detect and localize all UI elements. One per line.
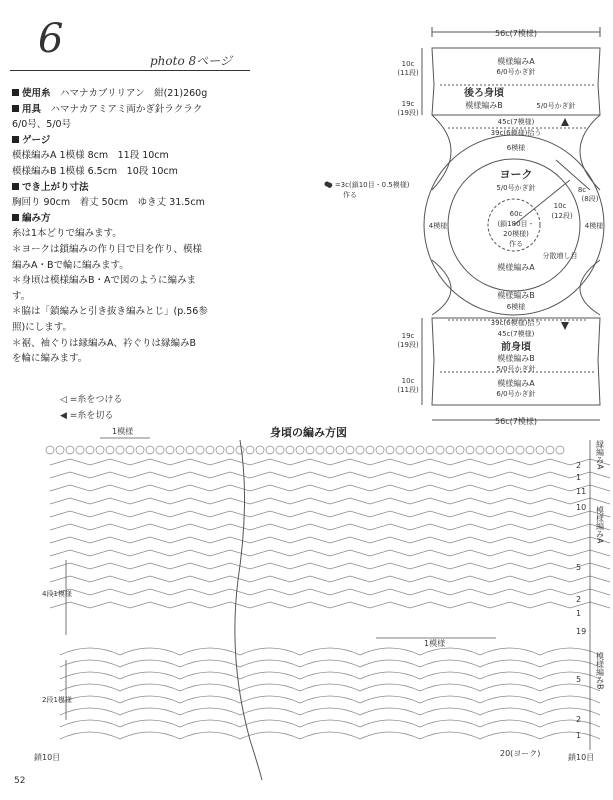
stitch-mark <box>480 696 540 703</box>
stitch-mark <box>50 511 610 517</box>
stitch-mark <box>120 720 180 727</box>
stitch-mark <box>120 672 180 679</box>
stitch-mark <box>480 708 540 715</box>
row-5b: 5 <box>576 675 582 684</box>
yoke-title: ヨーク <box>499 168 533 181</box>
dist-inc: 分散増し目 <box>542 252 578 260</box>
front-edge-a-hook: 6/0号かぎ針 <box>496 390 536 398</box>
stitch-mark <box>420 660 480 667</box>
stitch-mark <box>480 732 540 739</box>
tool-value: ハマナカアミアミ両かぎ針ラクラク <box>50 103 203 115</box>
stitch-mark <box>96 446 104 454</box>
tool-value-2: 6/0号、5/0号 <box>12 119 72 131</box>
stitch-mark <box>300 708 360 715</box>
stitch-mark <box>286 446 294 454</box>
stitch-mark <box>180 696 240 703</box>
cord-note-2: 作る <box>343 191 357 199</box>
stitch-mark <box>300 660 360 667</box>
stitch-mark <box>180 708 240 715</box>
stitch-mark <box>216 446 224 454</box>
legend-attach: ◁ =糸をつける <box>60 395 123 405</box>
stitch-mark <box>196 446 204 454</box>
stitch-mark <box>50 602 610 608</box>
photo-reference: photo 8ページ <box>150 54 232 68</box>
stitch-mark <box>540 696 600 703</box>
stitch-mark <box>136 446 144 454</box>
stitch-mark <box>306 446 314 454</box>
stitch-mark <box>180 684 240 691</box>
right-edge-a: 縁編みA <box>595 440 605 470</box>
left-19c-bot: 19c <box>401 332 415 340</box>
back-body-pattern: 模様編みB <box>465 101 503 110</box>
stitch-mark <box>420 696 480 703</box>
yoke-4-left: 4模様 <box>428 222 448 230</box>
stitch-mark <box>156 446 164 454</box>
back-39: 39c(6模様)拾う <box>490 129 542 137</box>
size-label: でき上がり寸法 <box>12 182 89 193</box>
stitch-mark <box>360 672 420 679</box>
chain-10: 鎖10目 <box>34 753 61 762</box>
stitch-mark <box>420 672 480 679</box>
stitch-mark <box>480 684 540 691</box>
gauge-b: 模様編みB 1模様 6.5cm 10段 10cm <box>12 165 178 177</box>
stitch-mark <box>496 446 504 454</box>
bottom-width: 56c(7模様) <box>495 417 537 426</box>
stitch-mark <box>386 446 394 454</box>
stitch-mark <box>60 672 120 679</box>
stitch-mark <box>180 660 240 667</box>
stitch-mark <box>540 708 600 715</box>
stitch-mark <box>126 446 134 454</box>
stitch-mark <box>180 648 240 655</box>
stitch-mark <box>300 648 360 655</box>
break-line <box>235 440 262 780</box>
arrow-down-front <box>561 322 569 330</box>
stitch-mark <box>240 660 300 667</box>
stitch-mark <box>540 648 600 655</box>
stitch-mark <box>526 446 534 454</box>
row-10: 10 <box>576 503 587 512</box>
row-1c: 1 <box>576 731 582 740</box>
front-body: 前身頃 <box>501 342 531 353</box>
stitch-mark <box>50 498 610 504</box>
stitch-mark <box>50 589 610 595</box>
stitch-diagram <box>0 420 613 780</box>
yoke-center-1: 60c <box>509 210 523 218</box>
stitch-mark <box>480 672 540 679</box>
stitch-mark <box>480 648 540 655</box>
stitch-mark <box>116 446 124 454</box>
row-19: 19 <box>576 627 587 636</box>
stitch-mark <box>176 446 184 454</box>
stitch-mark <box>300 696 360 703</box>
yoke-20: 20(ヨーク) <box>500 749 541 758</box>
stitch-mark <box>356 446 364 454</box>
stitch-mark <box>276 446 284 454</box>
page-number: 52 <box>14 776 26 786</box>
back-45: 45c(7模様) <box>497 118 535 126</box>
stitch-mark <box>226 446 234 454</box>
chain-10-right: 鎖10目 <box>568 753 595 762</box>
back-body: 後ろ身頃 <box>464 88 504 99</box>
stitch-mark <box>240 672 300 679</box>
stitch-mark <box>426 446 434 454</box>
stitch-mark <box>360 696 420 703</box>
yoke-8dan: (8段) <box>581 195 599 203</box>
stitch-mark <box>420 732 480 739</box>
row-11: 11 <box>576 487 587 496</box>
yoke-hook: 5/0号かぎ針 <box>496 184 536 192</box>
stitch-mark <box>86 446 94 454</box>
row-1: 1 <box>576 473 582 482</box>
left-10c-bot: 10c <box>401 377 415 385</box>
yoke-10c: 10c <box>553 202 567 210</box>
stitch-mark <box>300 720 360 727</box>
stitch-mark <box>480 660 540 667</box>
method-line: ＊ヨークは鎖編みの作り目で目を作り、模様 <box>12 243 203 255</box>
tool-label: 用具 <box>12 104 41 115</box>
front-45: 45c(7模様) <box>497 330 535 338</box>
stitch-mark <box>300 684 360 691</box>
stitch-mark <box>50 485 610 491</box>
stitch-mark <box>120 708 180 715</box>
stitch-mark <box>246 446 254 454</box>
stitch-mark <box>300 732 360 739</box>
yoke-12dan: (12段) <box>551 212 573 220</box>
stitch-mark <box>480 720 540 727</box>
stitch-mark <box>420 720 480 727</box>
stitch-mark <box>240 684 300 691</box>
stitch-mark <box>206 446 214 454</box>
stitch-mark <box>546 446 554 454</box>
method-label: 編み方 <box>12 213 51 224</box>
left-10c-top: 10c <box>401 60 415 68</box>
left-19dan-top: (19段) <box>397 109 419 117</box>
method-line: ＊脇は「鎖編みと引き抜き編みとじ」(p.56参 <box>12 306 208 318</box>
stitch-mark <box>540 684 600 691</box>
stitch-mark <box>366 446 374 454</box>
stitch-mark <box>46 446 54 454</box>
stitch-mark <box>466 446 474 454</box>
method-line: を輪に編みます。 <box>12 353 88 365</box>
stitch-mark <box>50 576 610 582</box>
stitch-mark <box>180 720 240 727</box>
stitch-mark <box>50 524 610 530</box>
back-edge-a-hook: 6/0号かぎ針 <box>496 68 536 76</box>
left-2dan: 2段1模様 <box>42 696 72 704</box>
stitch-mark <box>420 708 480 715</box>
cord-note-1: ● =3c(鎖10目・0.5模様) <box>326 181 410 189</box>
stitch-mark <box>336 446 344 454</box>
back-edge-a: 模様編みA <box>497 57 535 66</box>
stitch-mark <box>60 684 120 691</box>
yoke-6: 6模様 <box>506 144 526 152</box>
stitch-mark <box>50 472 610 478</box>
diagram-title: 身頃の編み方図 <box>270 426 347 439</box>
right-pattern-a: 模様編みA <box>595 506 605 544</box>
stitch-mark <box>50 459 610 465</box>
method-line: 編みA・Bで輪に編みます。 <box>12 259 129 271</box>
stitch-mark <box>60 720 120 727</box>
stitch-mark <box>166 446 174 454</box>
front-39: 39c(6模様)拾う <box>490 319 542 327</box>
stitch-mark <box>360 684 420 691</box>
gauge-a: 模様編みA 1模様 8cm 11段 10cm <box>12 150 169 162</box>
stitch-mark <box>420 648 480 655</box>
stitch-mark <box>76 446 84 454</box>
stitch-mark <box>296 446 304 454</box>
row-2: 2 <box>576 461 582 470</box>
stitch-mark <box>106 446 114 454</box>
stitch-mark <box>120 732 180 739</box>
stitch-mark <box>556 446 564 454</box>
gauge-label: ゲージ <box>12 135 50 146</box>
stitch-mark <box>180 732 240 739</box>
stitch-mark <box>360 648 420 655</box>
stitch-mark <box>486 446 494 454</box>
stitch-mark <box>376 446 384 454</box>
legend-cut: ◀ =糸を切る <box>60 411 114 421</box>
stitch-mark <box>256 446 264 454</box>
pattern-number: 6 <box>38 16 64 62</box>
stitch-mark <box>360 732 420 739</box>
stitch-mark <box>66 446 74 454</box>
stitch-mark <box>266 446 274 454</box>
yarn-label: 使用糸 <box>12 88 51 99</box>
front-body-hook: 5/0号かぎ針 <box>496 365 536 373</box>
stitch-mark <box>60 732 120 739</box>
stitch-mark <box>120 648 180 655</box>
stitch-mark <box>316 446 324 454</box>
stitch-mark <box>456 446 464 454</box>
stitch-mark <box>120 660 180 667</box>
left-11dan-top: (11段) <box>397 69 419 77</box>
row-5: 5 <box>576 563 582 572</box>
stitch-mark <box>540 720 600 727</box>
stitch-mark <box>516 446 524 454</box>
left-19c-top: 19c <box>401 100 415 108</box>
stitch-mark <box>60 708 120 715</box>
stitch-mark <box>326 446 334 454</box>
stitch-mark <box>56 446 64 454</box>
stitch-mark <box>186 446 194 454</box>
yoke-pattern-a: 模様編みA <box>497 263 535 272</box>
stitch-mark <box>476 446 484 454</box>
stitch-mark <box>240 696 300 703</box>
yoke-8c: 8c <box>577 186 587 194</box>
one-pattern-mid: 1模様 <box>424 639 446 648</box>
stitch-mark <box>236 446 244 454</box>
stitch-mark <box>146 446 154 454</box>
row-1b: 1 <box>576 609 582 618</box>
stitch-mark <box>180 672 240 679</box>
stitch-mark <box>60 648 120 655</box>
stitch-mark <box>396 446 404 454</box>
left-4dan: 4段1模様 <box>42 590 72 598</box>
stitch-mark <box>406 446 414 454</box>
yoke-4-right: 4模様 <box>584 222 604 230</box>
yoke-pattern-b: 模様編みB <box>497 291 535 300</box>
stitch-mark <box>420 684 480 691</box>
method-line: ＊身頃は模様編みB・Aで図のように編みま <box>12 275 197 287</box>
yarn-value: ハマナカブリリアン 紺(21)260g <box>60 88 208 99</box>
method-line: ＊裾、袖ぐりは縁編みA、衿ぐりは縁編みB <box>12 337 197 349</box>
yoke-center-3: 20模様) <box>503 230 529 238</box>
stitch-mark <box>540 672 600 679</box>
stitch-mark <box>436 446 444 454</box>
stitch-mark <box>540 732 600 739</box>
stitch-mark <box>446 446 454 454</box>
stitch-mark <box>360 660 420 667</box>
stitch-mark <box>360 720 420 727</box>
stitch-mark <box>50 537 610 543</box>
method-line: 糸は1本どりで編みます。 <box>12 228 122 240</box>
stitch-mark <box>300 672 360 679</box>
left-11dan-bot: (11段) <box>397 386 419 394</box>
row-2c: 2 <box>576 715 582 724</box>
row-2b: 2 <box>576 595 582 604</box>
back-body-hook: 5/0号かぎ針 <box>536 102 576 110</box>
stitch-mark <box>120 696 180 703</box>
method-line: 照)にします。 <box>12 321 72 333</box>
front-edge-a: 模様編みA <box>497 379 535 388</box>
method-line: す。 <box>12 290 31 302</box>
stitch-mark <box>60 660 120 667</box>
arrow-up-back <box>561 118 569 126</box>
top-width: 56c(7模様) <box>495 29 537 38</box>
right-pattern-b: 模様編みB <box>595 652 605 690</box>
front-body-pattern: 模様編みB <box>497 354 535 363</box>
stitch-mark <box>540 660 600 667</box>
yoke-6b: 6模様 <box>506 303 526 311</box>
stitch-mark <box>240 708 300 715</box>
stitch-mark <box>50 550 610 556</box>
size-value: 胸回り 90cm 着丈 50cm ゆき丈 31.5cm <box>12 197 205 209</box>
yoke-center-4: 作る <box>509 240 523 248</box>
stitch-mark <box>240 648 300 655</box>
stitch-mark <box>240 720 300 727</box>
left-19dan-bot: (19段) <box>397 341 419 349</box>
stitch-mark <box>50 563 610 569</box>
stitch-mark <box>536 446 544 454</box>
stitch-mark <box>360 708 420 715</box>
stitch-mark <box>120 684 180 691</box>
yoke-center-2: (鎖180目・ <box>497 220 535 228</box>
stitch-mark <box>506 446 514 454</box>
stitch-mark <box>346 446 354 454</box>
stitch-mark <box>416 446 424 454</box>
one-pattern-top: 1模様 <box>112 427 134 436</box>
